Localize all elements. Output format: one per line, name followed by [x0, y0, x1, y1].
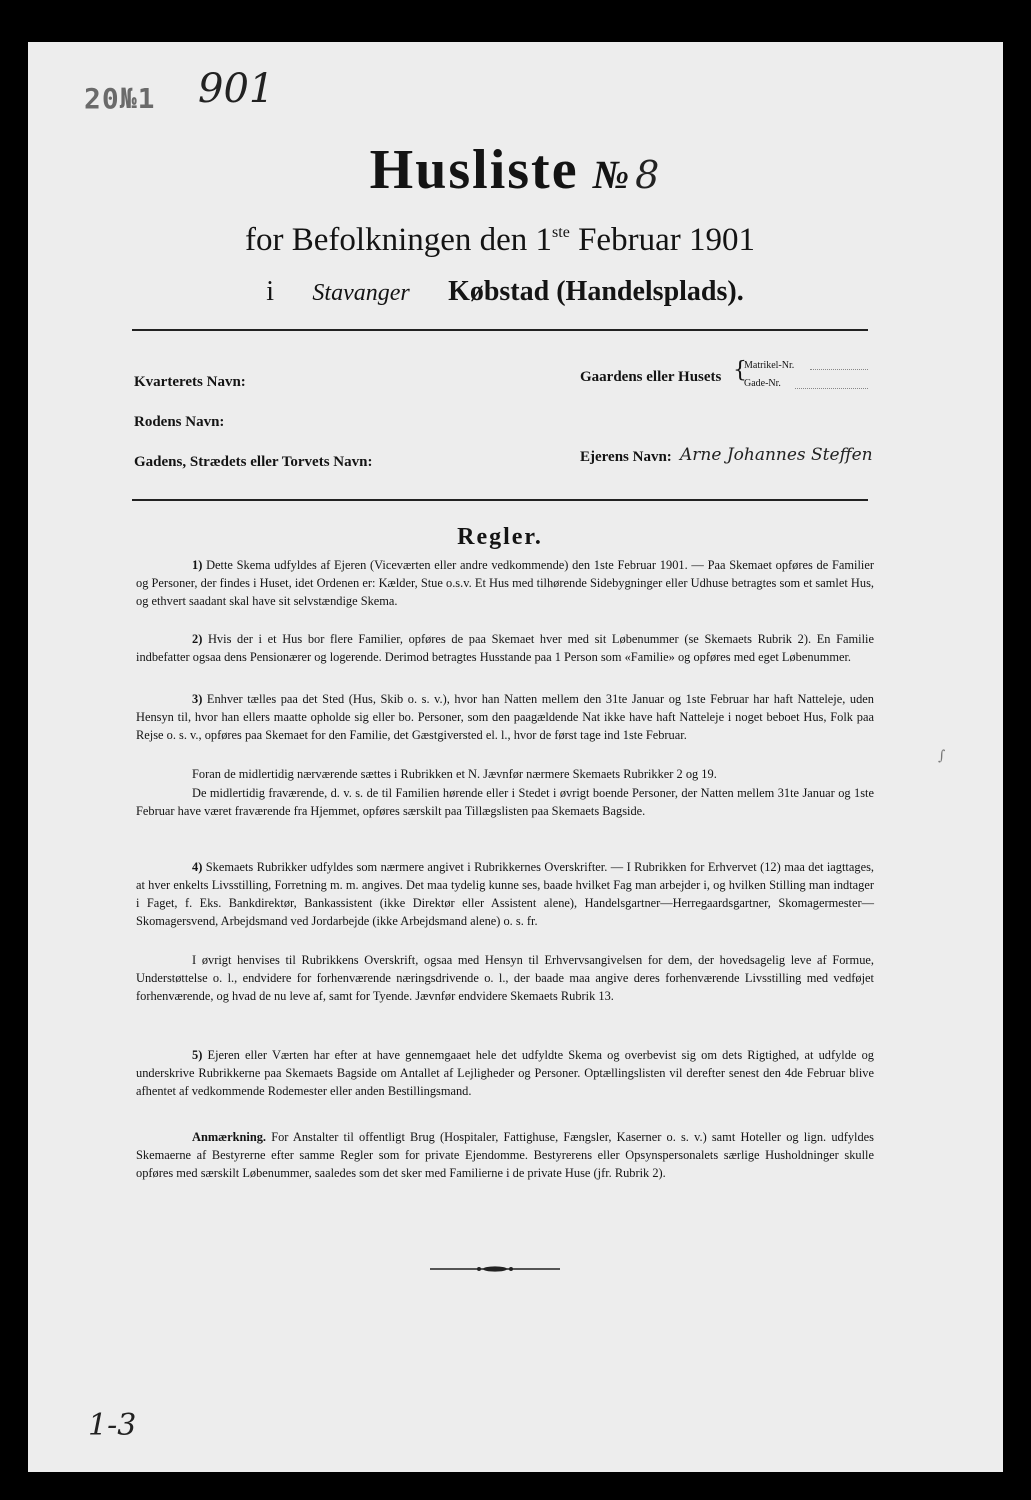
top-divider — [132, 329, 868, 331]
rule-3 — [136, 690, 874, 744]
matrikel-line — [810, 369, 868, 370]
archive-stamp: 20№1 — [84, 82, 156, 115]
title-text: Husliste — [369, 139, 579, 201]
rule-2-text: Hvis der i et Hus bor flere Familier, opføres de paa Skemaet hver med sit Løbenummer (se Skemaets Rubrik 2). En Familie indbefatter ogsaa dens Pensionærer og logerende. Derimod betragtes Husstande paa 1 Person som «Familie» og opføres med eget Løbenummer. — [136, 632, 874, 664]
remark — [136, 1128, 874, 1182]
rule-5-text: Ejeren eller Værten har efter at have gennemgaaet hele det udfyldte Skema og overbevist sig om dets Rigtighed, at udfylde og underskrive Rubrikkerne paa Skemaets Bagside om Antallet af Lejligheder og Personer. Optællingslisten vil derefter senest den 4de Februar blive afhentet af vedkommende Rodemester eller anden Bestillingsmand. — [136, 1048, 874, 1098]
town-line — [0, 276, 1010, 308]
rule-3-note-present: Foran de midlertidig nærværende sættes i Rubrikken et N. Jævnfør nærmere Skemaets Rubrikker 2 og 19. — [192, 767, 717, 781]
gaard-label: Gaardens eller Husets — [580, 369, 722, 385]
rule-1-number: 1) — [192, 558, 203, 572]
rule-1-text: Dette Skema udfyldes af Ejeren (Viceværten eller andre vedkommende) den 1ste Februar 1901. — Paa Skemaet opføres de Familier og Personer, der findes i Huset, idet Ordenen er: Kælder, Stue o.s.v. Et Hus med tilhørende Sidebygninger eller Udhuse betragtes som et samlet Hus, og ethvert saadant skal have sit selvstændige Skema. — [136, 558, 874, 608]
handwritten-owner-name: Arne Johannes Steffen — [680, 445, 873, 465]
rule-4-number: 4) — [192, 860, 203, 874]
subtitle-date-part: for Befolkningen den 1 — [245, 222, 553, 258]
town-prefix: i — [266, 276, 275, 307]
subtitle — [0, 222, 1000, 259]
number-sign: № — [592, 152, 632, 197]
subtitle-year: Februar 1901 — [569, 222, 755, 258]
rule-1 — [136, 556, 874, 610]
margin-mark: ∫ — [938, 748, 946, 764]
gade-nr-label: Gade-Nr. — [744, 378, 781, 389]
ejer-label: Ejerens Navn: — [580, 449, 672, 465]
ornament-divider — [430, 1266, 560, 1272]
bottom-divider — [132, 499, 868, 501]
kvarter-label: Kvarterets Navn: — [134, 374, 246, 390]
remark-text: For Anstalter til offentligt Brug (Hospitaler, Fattighuse, Fængsler, Kaserner o. s. v.) samt Hoteller og lign. udfyldes Skemaerne af Bestyrerne efter samme Regler som for private Ejendomme. Bestyrerens eller Opsynspersonalets særlige Husholdninger skulle opføres med særskilt Løbenummer, saaledes som det sker med Familierne i de private Huse (jfr. Rubrik 2). — [136, 1130, 874, 1180]
rules-heading: Regler. — [457, 524, 543, 550]
rule-3-number: 3) — [192, 692, 203, 706]
rule-3-note-absent: De midlertidig fraværende, d. v. s. de til Familien hørende eller i Stedet i øvrigt boende Personer, der Natten mellem 31te Januar og 1ste Februar have været fraværende fra Hjemmet, opføres særskilt paa Tillægslisten paa Skemaets Bagside. — [136, 786, 874, 818]
rule-4-text: Skemaets Rubrikker udfyldes som nærmere angivet i Rubrikkernes Overskrifter. — I Rubrikken for Erhvervet (12) maa det iagttages, at hver enkelts Livsstilling, Forretning m. m. angives. Det maa tydelig kunne ses, baade hvilket Fag man arbejder i, og hvilken Stilling man indtager i Faget, f. Eks. Bankdirektør, Bankassistent (ikke Direktør eller Assistent alene), Handelsgartner—Herregaardsgartner, Skomagermester—Skomagersvend, Arbejdsmand ved Jordarbejde (ikke Arbejdsmand alene) o. s. fr. — [136, 860, 874, 928]
handwritten-list-number: 8 — [635, 153, 662, 197]
handelsplads-label: (Handelsplads). — [556, 276, 744, 307]
rule-5 — [136, 1046, 874, 1100]
handwritten-archive-number: 901 — [198, 66, 275, 112]
handwritten-page-number: 1-3 — [88, 1408, 137, 1443]
rule-4 — [136, 858, 874, 930]
page-title — [0, 138, 1031, 202]
matrikel-label: Matrikel-Nr. — [744, 360, 795, 371]
rule-4-continued: I øvrigt henvises til Rubrikkens Overskrift, ogsaa med Hensyn til Erhvervsangivelsen for dem, der hovedsagelig leve af Formue, Understøttelse o. l., endvidere for forhenværende næringsdrivende o. l., der baade maa angive deres forhenværende Livsstilling med vedføjet forhenværende, og hvad de nu leve af, samt for Tyende. Jævnfør endvidere Skemaets Rubrik 13. — [136, 953, 874, 1003]
gade-nr-line — [795, 388, 868, 389]
rule-2 — [136, 630, 874, 666]
handwritten-town-name: Stavanger — [312, 280, 410, 306]
roden-label: Rodens Navn: — [134, 414, 225, 430]
kobstad-label: Købstad — [448, 276, 550, 307]
remark-label: Anmærkning. — [192, 1130, 267, 1144]
rule-2-number: 2) — [192, 632, 203, 646]
rule-3-text: Enhver tælles paa det Sted (Hus, Skib o. s. v.), hvor han Natten mellem den 31te Januar og 1ste Februar har haft Natteleje, uden Hensyn til, hvor han ellers maatte opholde sig eller bo. Personer, som den paagældende Nat ikke have haft Natteleje i noget beboet Hus, Folk paa Rejse o. s. v., opføres paa Skemaet for den Familie, det Gæstgiversted el. l., hvor de først tage ind 1ste Februar. — [136, 692, 874, 742]
rule-5-number: 5) — [192, 1048, 203, 1062]
field-bracket: { — [733, 358, 747, 383]
subtitle-superscript: ste — [552, 224, 570, 241]
gade-label: Gadens, Strædets eller Torvets Navn: — [134, 454, 373, 470]
